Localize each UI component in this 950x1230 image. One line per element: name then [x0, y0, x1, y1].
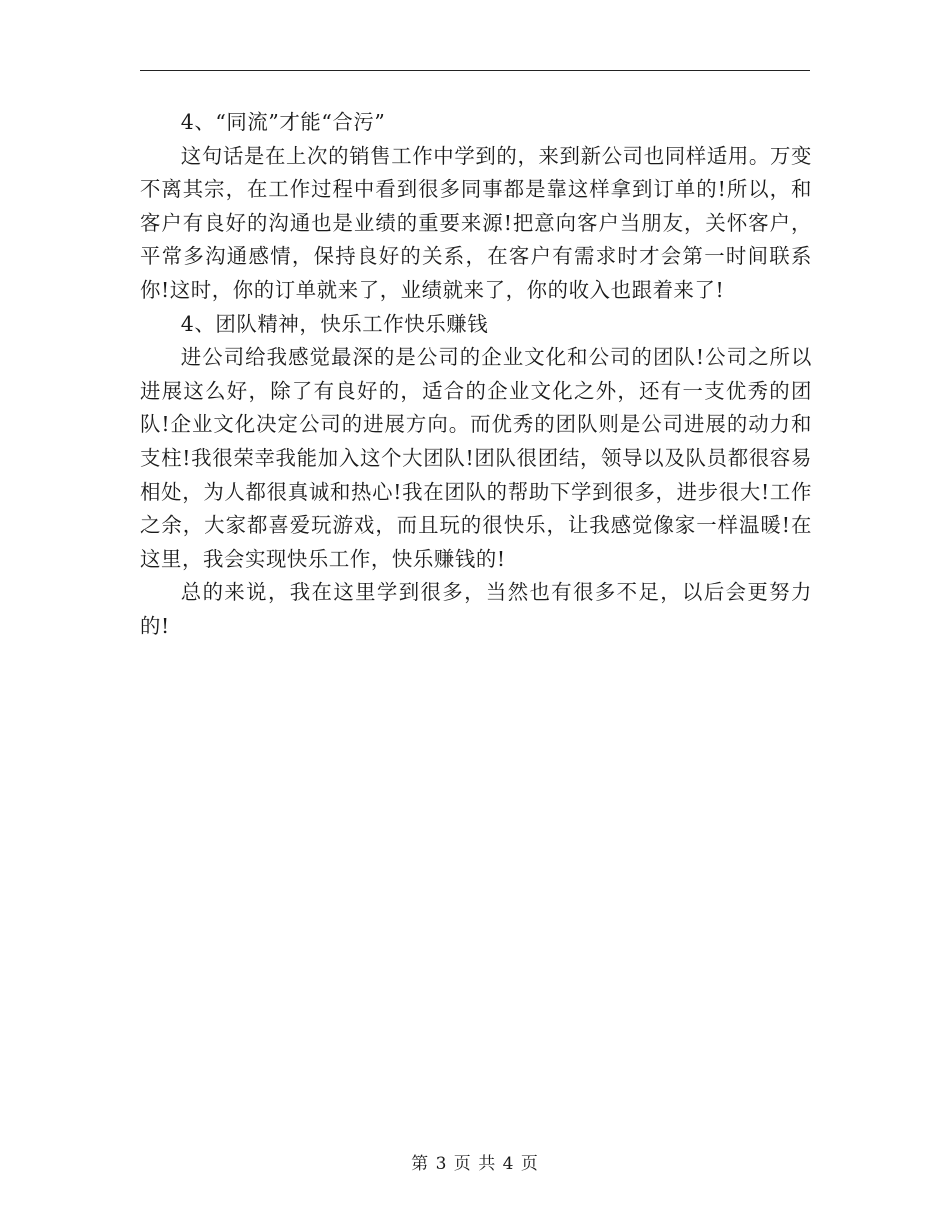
document-body — [140, 106, 812, 644]
section-heading-team-spirit: 4、团队精神，快乐工作快乐赚钱 — [180, 311, 489, 336]
page-footer — [0, 1152, 950, 1176]
page-number-label: 第 3 页 共 4 页 — [411, 1154, 539, 1174]
section-heading-same-flow: 4、“同流”才能“合污” — [180, 110, 386, 134]
paragraph-customer-communication: 这句话是在上次的销售工作中学到的，来到新公司也同样适用。万变不离其宗，在工作过程中看到很多同事都是靠这样拿到订单的!所以，和客户有良好的沟通也是业绩的重要来源!把意向客户当朋友，关怀客户，平常多沟通感情，保持良好的关系，在客户有需求时才会第一时间联系你!这时，你的订单就来了，业绩就来了，你的收入也跟着来了! — [140, 143, 812, 302]
paragraph-team-culture: 进公司给我感觉最深的是公司的企业文化和公司的团队!公司之所以进展这么好，除了有良好的，适合的企业文化之外，还有一支优秀的团队!企业文化决定公司的进展方向。而优秀的团队则是公司进展的动力和支柱!我很荣幸我能加入这个大团队!团队很团结，领导以及队员都很容易相处，为人都很真诚和热心!我在团队的帮助下学到很多，进步很大!工作之余，大家都喜爱玩游戏，而且玩的很快乐，让我感觉像家一样温暖!在这里，我会实现快乐工作，快乐赚钱的! — [140, 345, 812, 571]
header-rule — [140, 70, 810, 71]
paragraph-summary: 总的来说，我在这里学到很多，当然也有很多不足，以后会更努力的! — [140, 580, 812, 638]
